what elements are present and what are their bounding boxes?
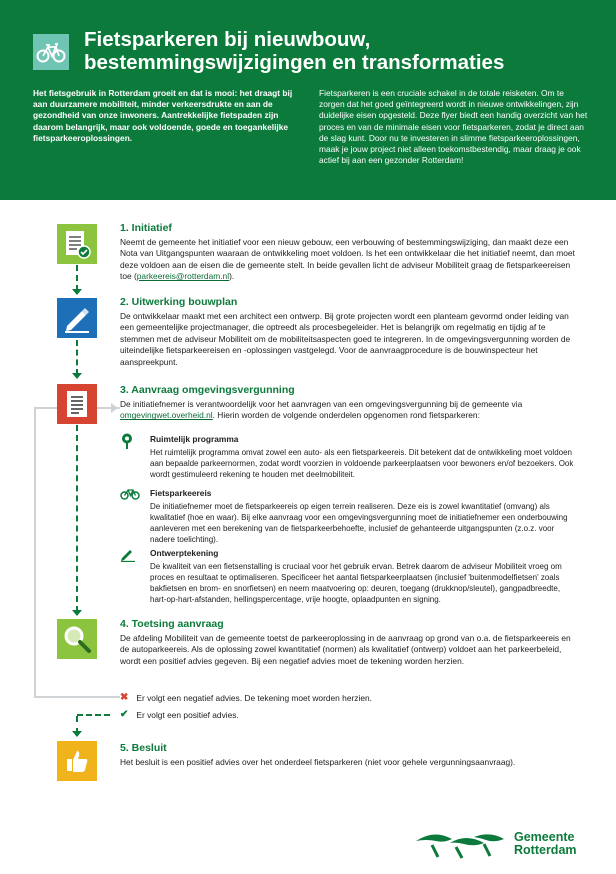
document-check-icon: [57, 224, 97, 264]
section-3-title: 3. Aanvraag omgevingsvergunning: [120, 384, 295, 396]
item-1-text: Het ruimtelijk programma omvat zowel een auto- als een fietsparkeereis. Dit betekent dat de ontwikkeling moet voldoen aan bepaalde parkeernormen, zodat wordt voorzien in voldoende parkeerplaatsen voor bewoners en/of bezoekers. Ook wordt gestimuleerd rekening te houden met deelmobiliteit.: [150, 448, 574, 479]
omgevingswet-link[interactable]: omgevingwet.overheid.nl: [120, 410, 213, 421]
bicycle-icon: [33, 34, 69, 70]
header-banner: [0, 0, 616, 200]
positive-result-text: Er volgt een positief advies.: [136, 709, 239, 720]
item-2-title: Fietsparkeereis: [150, 488, 212, 498]
connector-arrow: [72, 731, 82, 737]
bicycle-icon: [120, 487, 140, 501]
thumbs-up-icon: [57, 741, 97, 781]
tree-icon: [120, 433, 134, 447]
page-title: [84, 28, 584, 74]
check-icon: ✔: [120, 709, 129, 720]
logo-line-2: Rotterdam: [514, 843, 577, 857]
intro-left-text: Het fietsgebruik in Rotterdam groeit en dat is mooi: het draagt bij aan duurzamere mobiliteit, minder verkeersdrukte en aan de gezondheid van onze inwoners. Aantrekkelijke fietspaden zijn daarom belangrijk, maar ook voldoende, goede en toegankelijke fietsparkeeroplossingen.: [33, 88, 293, 143]
item-2-text: De initiatiefnemer moet de fietsparkeereis op eigen terrein realiseren. Deze eis is zowel kwantitatief (omvang) als kwalitatief (hoe en waar). Bij elke aanvraag voor een omgevingsvergunning moet de initiatiefnemer een onderbouwing aanleveren met een berekening van de fietsparkeerbehoefte, inclusief de gehanteerde uitgangspunten (z.o.z. voor nadere toelichting).: [150, 502, 568, 544]
section-5-title: 5. Besluit: [120, 742, 167, 754]
negative-result-text: Er volgt een negatief advies. De tekening moet worden herzien.: [136, 692, 372, 703]
negative-result: [120, 692, 372, 703]
item-3-title: Ontwerptekening: [150, 548, 219, 558]
logo-emblem: [414, 829, 506, 859]
connector-arrow: [72, 373, 82, 379]
section-5-text: Het besluit is een positief advies over het onderdeel fietsparkeren (niet voor gehele vergunningsaanvraag).: [120, 757, 516, 767]
loop-arrow: [111, 403, 118, 413]
pencil-small-icon: [120, 546, 134, 560]
section-3-text: De initiatiefnemer is verantwoordelijk voor het aanvragen van een omgevingsvergunning bij de gemeente via omgevingwet.overheid.nl. Hierin worden de volgende onderdelen opgenomen rond fietsparkeren:: [120, 399, 523, 421]
connector-2-3: [76, 340, 78, 375]
section-1-title: 1. Initiatief: [120, 222, 172, 234]
item-3-text: De kwaliteit van een fietsenstalling is cruciaal voor het gebruik ervan. Betrek daarom de adviseur Mobiliteit vroeg om proces en resultaat te optimaliseren. Specificeer het aantal fietsparkeerplaatsen (inclusief 'buitenmodelfietsen' zoals bakfietsen en brom- en snorfietsen) en neem maatvoering op: deuren, toegang (drukknop/sleutel), gangpadbreedte, hart-op-hart-afstanden, hellingspercentage, vrije hoogte, oplaadpunten en signing.: [150, 562, 562, 604]
section-1-text: Neemt de gemeente het initiatief voor een nieuw gebouw, een verbouwing of bestemmingswijziging, dan maakt deze een Nota van Uitgangspunten waaraan de ontwikkeling moet voldoen. Is het een ontwikkelaar die het initiatief neemt, dan moet deze voldoen aan de eisen die de gemeente stelt. In beide gevallen licht de adviseur Mobiliteit graag de fietsparkeereisen toe (parkeereis@rotterdam.nl).: [120, 237, 575, 282]
logo-line-1: Gemeente: [514, 830, 575, 844]
section-4-text: De afdeling Mobiliteit van de gemeente toetst de parkeeroplossing in de aanvraag op grond van o.a. de fietsparkeereis en de autoparkeereis. Als de oplossing zowel kwantitatief (normen) als kwalitatief (ontwerp) voldoet aan het parkeerbeleid, wordt een positief advies gegeven. Bij een negatief advies moet de tekening worden herzien.: [120, 633, 571, 666]
magnifier-icon: [57, 619, 97, 659]
title-line-1: Fietsparkeren bij nieuwbouw,: [84, 28, 371, 51]
intro-right-text: Fietsparkeren is een cruciale schakel in de totale reisketen. Om te zorgen dat het goed geïntegreerd wordt in nieuwe ontwikkelingen, zijn duidelijke eisen opgesteld. Deze flyer biedt een handig overzicht van het proces en van de minimale eisen voor fietsparkeren, zodat je direct aan de slag kunt. Door nu te investeren in slimme fietsparkeeroplossingen, maak je jouw project niet alleen toekomstbestendig, maar draag je ook actief bij aan een gezonder Rotterdam!: [319, 88, 588, 166]
cross-icon: ✖: [120, 692, 129, 703]
document-lines-icon: [57, 384, 97, 424]
title-line-2: bestemmingswijzigingen en transformaties: [84, 51, 505, 74]
section-4-title: 4. Toetsing aanvraag: [120, 618, 224, 630]
item-1-title: Ruimtelijk programma: [150, 434, 239, 444]
section-2-title: 2. Uitwerking bouwplan: [120, 296, 238, 308]
connector-1-2: [76, 265, 78, 291]
positive-branch-line: [77, 714, 110, 716]
positive-result: [120, 709, 239, 720]
connector-arrow: [72, 289, 82, 295]
section-2-text: De ontwikkelaar maakt met een architect een ontwerp. Bij grote projecten wordt een planteam gevormd onder leiding van een gemeentelijke projectmanager, die optreedt als procesbegeleider. Het is belangrijk om regelmatig en tijdig af te stemmen met de adviseur Mobiliteit om de mobiliteitsaspecten goed te integreren. In de omgevingsvergunning worden de uiteindelijke fietsparkeereisen en -oplossingen vastgelegd. Voor de aanvraagprocedure is de bouwinspecteur het aanspreekpunt.: [120, 311, 571, 367]
gemeente-rotterdam-logo: [414, 829, 577, 859]
email-link[interactable]: parkeereis@rotterdam.nl: [136, 271, 230, 282]
pencil-icon: [57, 298, 97, 338]
